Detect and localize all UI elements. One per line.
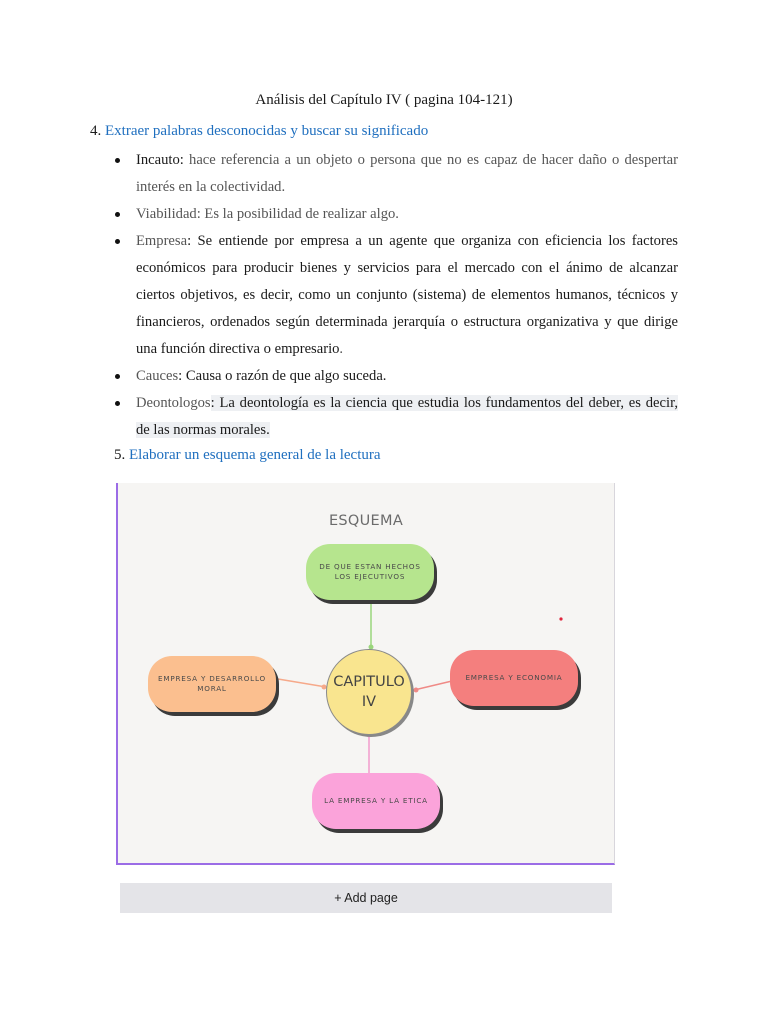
connector-right-dot — [414, 688, 419, 693]
node-left — [148, 656, 276, 712]
definition-item — [136, 147, 678, 201]
document-title: Análisis del Capítulo IV ( pagina 104-121) — [255, 92, 513, 108]
schema-diagram — [116, 483, 615, 865]
node-right-label: EMPRESA Y ECONOMIA — [465, 673, 563, 682]
node-left-label: EMPRESA Y DESARROLLO MORAL — [158, 674, 266, 693]
definition-item — [136, 390, 678, 444]
section-5-number: 5. — [114, 447, 126, 463]
section-4-text: Extraer palabras desconocidas y buscar su significado — [105, 123, 429, 139]
definitions-list — [136, 147, 678, 444]
connector-left — [278, 679, 326, 687]
node-top-label: DE QUE ESTAN HECHOS LOS EJECUTIVOS — [319, 562, 421, 581]
definition-text: : Causa o razón de que algo suceda. — [178, 368, 387, 384]
node-center-line-2: IV — [361, 694, 377, 710]
diagram-title: ESQUEMA — [328, 513, 404, 529]
section-5-text: Elaborar un esquema general de la lectura — [129, 447, 381, 463]
section-4-heading — [90, 123, 428, 140]
node-center — [326, 649, 412, 735]
definition-term: Empresa — [136, 233, 188, 249]
node-right — [450, 650, 578, 706]
definition-term: Incauto: — [136, 152, 184, 168]
red-dot — [559, 617, 562, 620]
definition-text: : Es la posibilidad de realizar algo. — [196, 206, 399, 222]
section-4-number: 4. — [90, 123, 102, 139]
definition-term: Viabilidad — [136, 206, 197, 222]
definition-item — [136, 228, 678, 363]
definition-text: : La deontología es la ciencia que estudia los fundamentos del deber, es decir, de las normas morales. — [136, 395, 678, 438]
add-page-button[interactable]: + Add page — [120, 883, 612, 913]
node-top — [306, 544, 434, 600]
node-bottom — [312, 773, 440, 829]
section-5-heading — [114, 447, 381, 464]
definition-tail: . — [339, 341, 344, 357]
node-bottom-label: LA EMPRESA Y LA ETICA — [324, 796, 428, 805]
definition-text: hace referencia a un objeto o persona que no es capaz de hacer daño o despertar interés en la colectividad. — [136, 152, 678, 195]
definition-term: Cauces — [136, 368, 179, 384]
definition-text: : Se entiende por empresa a un agente que organiza con eficiencia los factores económicos para producir bienes y servicios para el mercado con el ánimo de alcanzar ciertos objetivos, es decir, como un conjunto (sistema) de elementos humanos, técnicos y financieros, ordenados según determinada jerarquía o estructura organizativa y que dirige una función directiva o empresario — [136, 233, 678, 357]
node-center-line-1: CAPITULO — [333, 674, 405, 690]
definition-term: Deontologos — [136, 395, 211, 411]
definition-item — [136, 363, 678, 390]
definition-item — [136, 201, 678, 228]
